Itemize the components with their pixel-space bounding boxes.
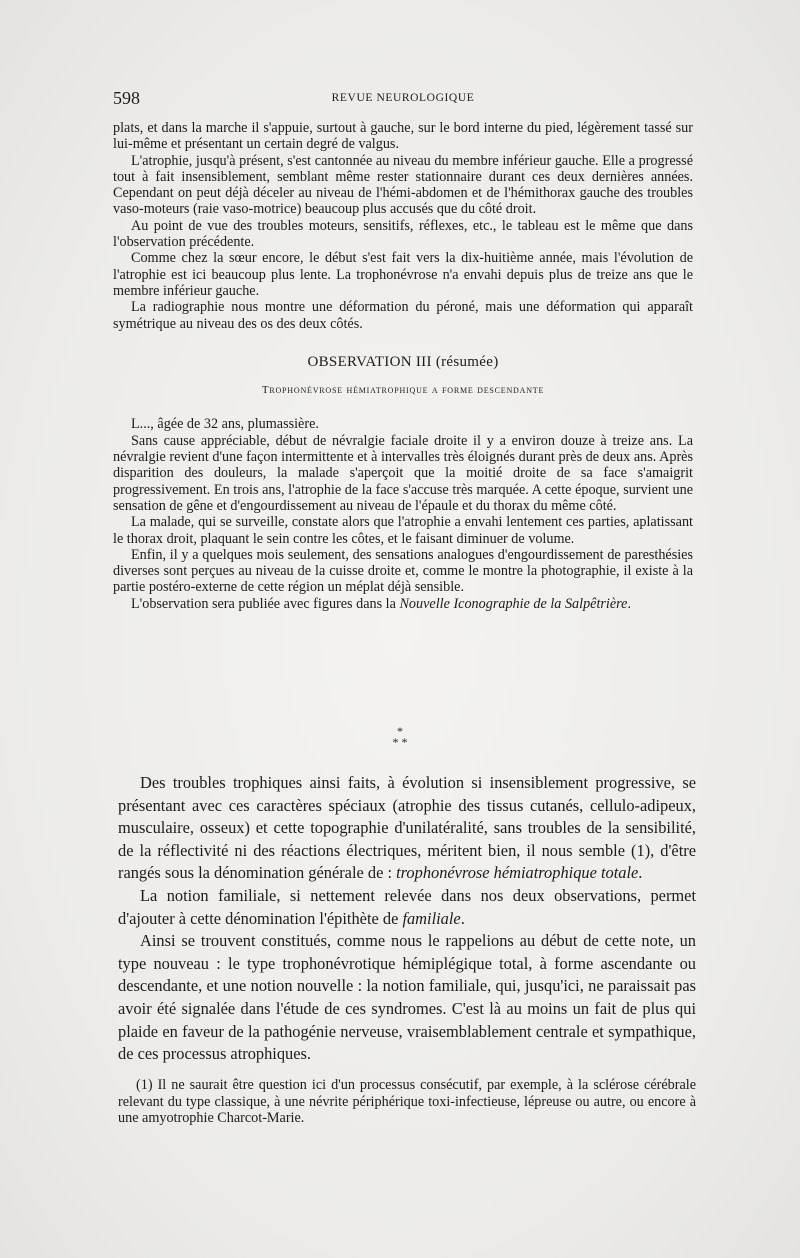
text-segment: . bbox=[460, 908, 465, 928]
paragraph bbox=[113, 596, 693, 612]
paragraph: Enfin, il y a quelques mois seulement, des sensations analogues d'engourdissement de paresthésies diverses sont perçues au niveau de la cuisse droite et, comme le montre la photographie, il existe à la partie postéro-externe de cette région un méplat déjà sensible. bbox=[113, 546, 693, 596]
asterism-bottom: * * bbox=[392, 735, 408, 749]
paragraph: Au point de vue des troubles moteurs, sensitifs, réflexes, etc., le tableau est le même que dans l'observation précédente. bbox=[113, 217, 693, 251]
italic-title: Nouvelle Iconographie de la Salpêtrière bbox=[399, 595, 628, 612]
italic-term: trophonévrose hémiatrophique totale bbox=[396, 863, 639, 883]
page-header bbox=[113, 88, 693, 108]
page-number: 598 bbox=[113, 88, 140, 108]
paragraph: La malade, qui se surveille, constate alors que l'atrophie a envahi lentement ces parties, aplatissant le thorax droit, plaquant le sein contre les côtes, et le faisant diminuer de volume. bbox=[113, 514, 693, 547]
observation-subtitle: Trophonévrose hémiatrophique a forme descendante bbox=[261, 384, 545, 397]
asterism-divider bbox=[0, 726, 800, 748]
paragraph: Comme chez la sœur encore, le début s'est fait vers la dix-huitième année, mais l'évolution de l'atrophie est ici beaucoup plus lente. La trophonévrose n'a envahi depuis plus de treize ans que le membre inférieur gauche. bbox=[113, 250, 693, 299]
asterism-top: * bbox=[397, 724, 403, 738]
paragraph bbox=[118, 885, 696, 930]
observation-title: OBSERVATION III (résumée) bbox=[307, 353, 499, 370]
paragraph bbox=[118, 772, 696, 885]
text-segment: Des troubles trophiques ainsi faits, à évolution si insensiblement progressive, se présentant avec ces caractères spéciaux (atrophie des tissus cutanés, cellulo-adipeux, musculaire, osseux) et cette topographie d'unilatéralité, sans troubles de la sensibilité, de la réflectivité ni des réactions électriques, méritent bien, il nous semble (1), d'être rangés sous la dénomination générale de : bbox=[118, 773, 696, 883]
text-segment: L'observation sera publiée avec figures dans la bbox=[131, 595, 400, 612]
paragraph: plats, et dans la marche il s'appuie, surtout à gauche, sur le bord interne du pied, légèrement tassé sur lui-même et présentant un certain degré de valgus. bbox=[113, 120, 693, 153]
italic-term: familiale bbox=[402, 908, 461, 928]
text-block-large bbox=[118, 772, 696, 1066]
paragraph: Sans cause appréciable, début de névralgie faciale droite il y a environ douze à treize ans. La névralgie revient d'une façon intermittente et à intervalles très éloignés durant près de deux ans. Après disparition des douleurs, la malade s'aperçoit que la moitié droite de sa face s'amaigrit progressivement. En trois ans, l'atrophie de la face s'accuse très marquée. A cette époque, survient une sensation de gêne et d'engourdissement au niveau de l'épaule et du thorax du même côté. bbox=[113, 432, 693, 514]
text-segment: . bbox=[638, 863, 643, 883]
text-segment: . bbox=[627, 595, 632, 612]
text-block-small bbox=[113, 120, 693, 612]
paragraph: La radiographie nous montre une déformation du péroné, mais une déformation qui apparaît symétrique au niveau des os des deux côtés. bbox=[113, 299, 693, 332]
footnote-text: (1) Il ne saurait être question ici d'un processus consécutif, par exemple, à la sclérose cérébrale relevant du type classique, à une névrite périphérique toxi-infectieuse, lépreuse ou autre, ou encore à une amyotrophie Charcot-Marie. bbox=[118, 1077, 696, 1127]
paragraph: L'atrophie, jusqu'à présent, s'est cantonnée au niveau du membre inférieur gauche. Elle a progressé tout à fait insensiblement, semblant même rester stationnaire durant ces deux dernières années. Cependant on peut déjà déceler au niveau de l'hémi-abdomen et de l'hémithorax gauche des troubles vaso-moteurs (raie vaso-motrice) beaucoup plus accusés que du côté droit. bbox=[113, 152, 693, 218]
footnote bbox=[118, 1077, 696, 1127]
paragraph: Ainsi se trouvent constitués, comme nous le rappelions au début de cette note, un type nouveau : le type trophonévrotique hémiplégique total, à forme ascendante ou descendante, et une notion nouvelle : la notion familiale, qui, jusqu'ici, ne paraissait pas avoir été signalée dans l'étude de ces syndromes. C'est là au moins un fait de plus qui plaide en faveur de la pathogénie nerveuse, vraisemblablement centrale et sympathique, de ces processus atrophiques. bbox=[118, 931, 696, 1064]
text-segment: La notion familiale, si nettement relevée dans nos deux observations, permet d'ajouter à cette dénomination l'épithète de bbox=[118, 885, 696, 928]
paragraph: L..., âgée de 32 ans, plumassière. bbox=[131, 416, 319, 433]
running-title: REVUE NEUROLOGIQUE bbox=[331, 92, 475, 104]
